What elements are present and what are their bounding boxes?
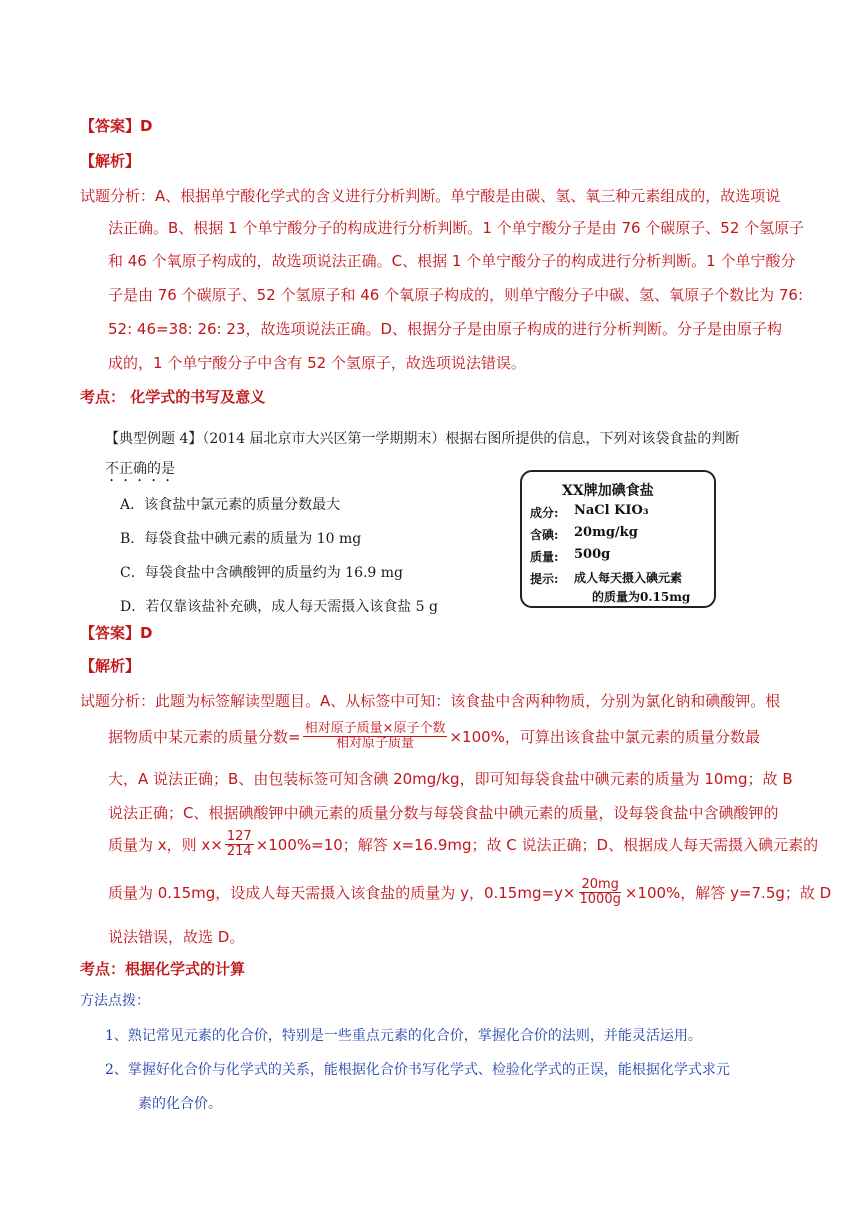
method-title: 方法点拨： [80, 993, 150, 1009]
answer-value: D [140, 624, 153, 642]
answer-tag: 【答案】 [80, 117, 141, 135]
fraction-numerator: 20mg [581, 877, 619, 892]
label-row1-val: NaCl KIO₃ [574, 503, 649, 518]
analysis-tag: 【解析】 [80, 152, 141, 170]
method-item: 1、熟记常见元素的化合价，特别是一些重点元素的化合价，掌握化合价的法则，并能灵活运用。 [105, 1028, 702, 1044]
example-stem: 【典型例题 4】（2014 届北京市大兴区第一学期期末）根据右图所提供的信息，下列对该袋食盐的判断 [105, 431, 740, 447]
analysis-line: 试题分析：此题为标签解读型题目。A、从标签中可知：该食盐中含两种物质，分别为氯化钠和碘酸钾。根 [80, 692, 781, 710]
fraction-denominator: 214 [226, 844, 252, 859]
option-c: C．每袋食盐中含碘酸钾的质量约为 16.9 mg [120, 565, 404, 581]
label-row5-val: 的质量为0.15mg [592, 590, 691, 604]
analysis-line: 成的，1 个单宁酸分子中含有 52 个氢原子，故选项说法错误。 [108, 354, 526, 372]
label-row4-key: 提示: [530, 572, 559, 586]
fraction-denominator: 1000g [579, 892, 621, 907]
kaodian-2: 考点：根据化学式的计算 [80, 960, 246, 978]
answer-line-2 [80, 622, 152, 643]
fraction-denominator: 相对原子质量 [336, 736, 415, 751]
answer-line-1 [80, 115, 152, 136]
label-row3-key: 质量: [530, 550, 559, 564]
fraction-numerator: 127 [226, 829, 252, 844]
analysis-line: 子是由 76 个碳原子、52 个氢原子和 46 个氧原子构成的，则单宁酸分子中碳、氢、氧原子个数比为 76: [108, 286, 804, 304]
text-fragment: ×100%=10；解答 x=16.9mg；故 C 说法正确；D、根据成人每天需摄入碘元素的 [255, 836, 819, 854]
example-stem-2 [105, 458, 175, 485]
analysis-tag: 【解析】 [80, 657, 141, 675]
label-row4-val: 成人每天摄入碘元素 [574, 571, 683, 585]
fraction-numerator: 相对原子质量×原子个数 [304, 721, 446, 736]
method-item: 2、掌握好化合价与化学式的关系，能根据化合价书写化学式、检验化学式的正误，能根据化学式求元 [105, 1062, 730, 1078]
emphasis-text: 不正确的是 [105, 461, 175, 477]
answer-tag: 【答案】 [80, 624, 141, 642]
text-fragment: 质量为 0.15mg，设成人每天需摄入该食盐的质量为 y，0.15mg=y× [108, 884, 576, 902]
label-row2-val: 20mg/kg [574, 525, 638, 540]
label-row3-val: 500g [574, 547, 611, 562]
fraction [225, 830, 254, 859]
method-item: 素的化合价。 [138, 1096, 222, 1112]
analysis-line: 法正确。B、根据 1 个单宁酸分子的构成进行分析判断。1 个单宁酸分子是由 76 个碳原子、52 个氢原子 [108, 219, 805, 237]
text-fragment: ×100%，解答 y=7.5g；故 D [624, 884, 832, 902]
analysis-line-formula [108, 830, 818, 859]
text-fragment: 质量为 x，则 x× [108, 836, 223, 854]
label-row2-key: 含碘: [530, 528, 559, 542]
option-b: B．每袋食盐中碘元素的质量为 10 mg [120, 531, 362, 547]
text-fragment: ×100%，可算出该食盐中氯元素的质量分数最 [449, 728, 760, 746]
label-row1-key: 成分: [530, 506, 559, 520]
analysis-line: 大，A 说法正确；B、由包装标签可知含碘 20mg/kg，即可知每袋食盐中碘元素的质量为 10mg；故 B [108, 770, 793, 788]
analysis-line: 说法正确；C、根据碘酸钾中碘元素的质量分数与每袋食盐中碘元素的质量，设每袋食盐中含碘酸钾的 [108, 804, 779, 822]
option-a: A．该食盐中氯元素的质量分数最大 [120, 497, 341, 513]
analysis-line: 和 46 个氧原子构成的，故选项说法正确。C、根据 1 个单宁酸分子的构成进行分析判断。1 个单宁酸分 [108, 252, 796, 270]
kaodian-1: 考点： 化学式的书写及意义 [80, 388, 266, 406]
text-fragment: 据物质中某元素的质量分数= [108, 728, 301, 746]
analysis-line-formula [108, 722, 760, 751]
label-title: XX牌加碘食盐 [562, 483, 654, 499]
fraction [303, 722, 448, 751]
fraction [578, 878, 623, 907]
analysis-line: 52: 46=38: 26: 23，故选项说法正确。D、根据分子是由原子构成的进行分析判断。分子是由原子构 [108, 320, 783, 338]
analysis-line: 试题分析：A、根据单宁酸化学式的含义进行分析判断。单宁酸是由碳、氢、氧三种元素组成的，故选项说 [80, 187, 781, 205]
analysis-line: 说法错误，故选 D。 [108, 928, 245, 946]
analysis-line-formula [108, 878, 831, 907]
answer-value: D [140, 117, 153, 135]
option-d: D．若仅靠该盐补充碘，成人每天需摄入该食盐 5 g [120, 599, 438, 615]
salt-label-figure [520, 470, 716, 608]
